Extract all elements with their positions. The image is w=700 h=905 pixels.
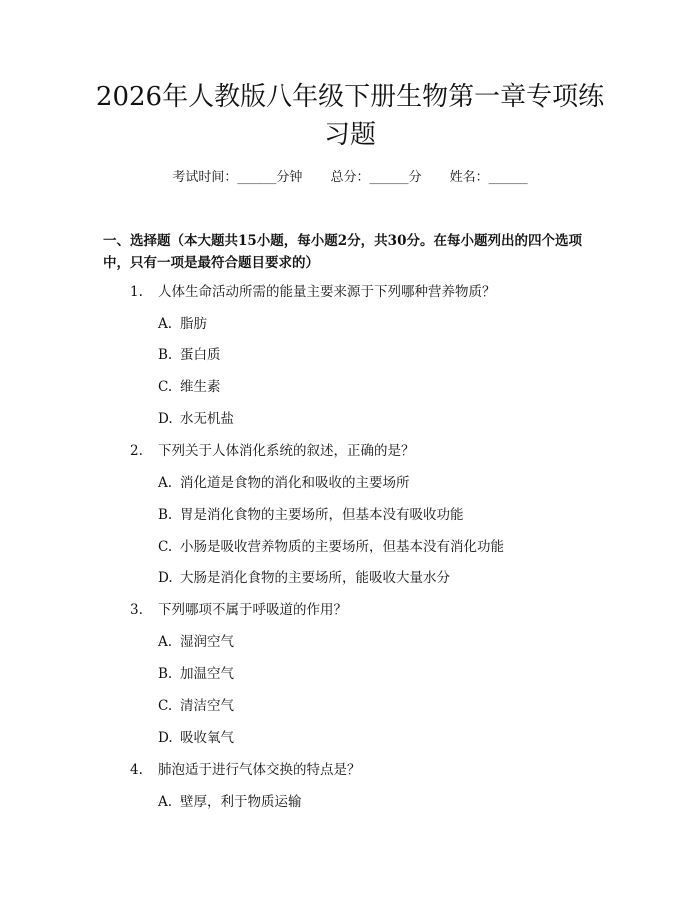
score-label: 总分：______分: [330, 170, 422, 185]
option-3d: [158, 728, 234, 748]
option-text: 小肠是吸收营养物质的主要场所，但基本没有消化功能: [180, 539, 504, 555]
option-label: D.: [158, 411, 173, 427]
option-3c: [158, 696, 234, 716]
option-label: A.: [158, 475, 173, 491]
option-3b: [158, 664, 234, 684]
option-1c: [158, 377, 221, 397]
option-label: B.: [158, 666, 173, 682]
option-label: C.: [158, 539, 173, 555]
question-4: [130, 760, 361, 780]
option-2a: [158, 473, 410, 493]
name-label: 姓名：______: [449, 170, 528, 185]
option-label: C.: [158, 698, 173, 714]
option-label: B.: [158, 507, 173, 523]
time-label: 考试时间：______分钟: [172, 170, 303, 185]
exam-meta: [0, 168, 700, 188]
option-2d: [158, 568, 450, 588]
option-text: 维生素: [180, 379, 221, 395]
question-number: 4.: [130, 762, 143, 778]
option-text: 吸收氧气: [180, 730, 234, 746]
option-label: A.: [158, 316, 173, 332]
option-text: 脂肪: [180, 316, 207, 332]
option-label: B.: [158, 347, 173, 363]
option-text: 壁厚，利于物质运输: [180, 794, 302, 810]
option-2c: [158, 537, 504, 557]
option-text: 消化道是食物的消化和吸收的主要场所: [180, 475, 410, 491]
option-text: 大肠是消化食物的主要场所，能吸收大量水分: [180, 570, 450, 586]
option-text: 蛋白质: [180, 347, 221, 363]
option-3a: [158, 632, 234, 652]
question-text: 下列哪项不属于呼吸道的作用？: [158, 602, 347, 618]
page-title: 2026年人教版八年级下册生物第一章专项练习题: [95, 82, 605, 150]
option-text: 胃是消化食物的主要场所，但基本没有吸收功能: [180, 507, 464, 523]
question-1: [130, 282, 496, 302]
option-text: 加温空气: [180, 666, 234, 682]
question-number: 2.: [130, 443, 143, 459]
option-1a: [158, 314, 207, 334]
option-1b: [158, 345, 221, 365]
question-number: 3.: [130, 602, 143, 618]
option-2b: [158, 505, 464, 525]
option-text: 水无机盐: [180, 411, 234, 427]
question-2: [130, 441, 415, 461]
option-text: 清洁空气: [180, 698, 234, 714]
question-number: 1.: [130, 284, 143, 300]
question-3: [130, 600, 347, 620]
option-label: D.: [158, 730, 173, 746]
option-4a: [158, 792, 302, 812]
option-label: D.: [158, 570, 173, 586]
question-text: 人体生命活动所需的能量主要来源于下列哪种营养物质？: [158, 284, 496, 300]
section-heading: 一、选择题（本大题共15小题，每小题2分，共30分。在每小题列出的四个选项中，只有一项是最符合题目要求的）: [103, 233, 582, 271]
option-text: 湿润空气: [180, 634, 234, 650]
option-label: C.: [158, 379, 173, 395]
option-label: A.: [158, 794, 173, 810]
option-label: A.: [158, 634, 173, 650]
option-1d: [158, 409, 234, 429]
question-text: 肺泡适于进行气体交换的特点是？: [158, 762, 361, 778]
question-text: 下列关于人体消化系统的叙述，正确的是？: [158, 443, 415, 459]
